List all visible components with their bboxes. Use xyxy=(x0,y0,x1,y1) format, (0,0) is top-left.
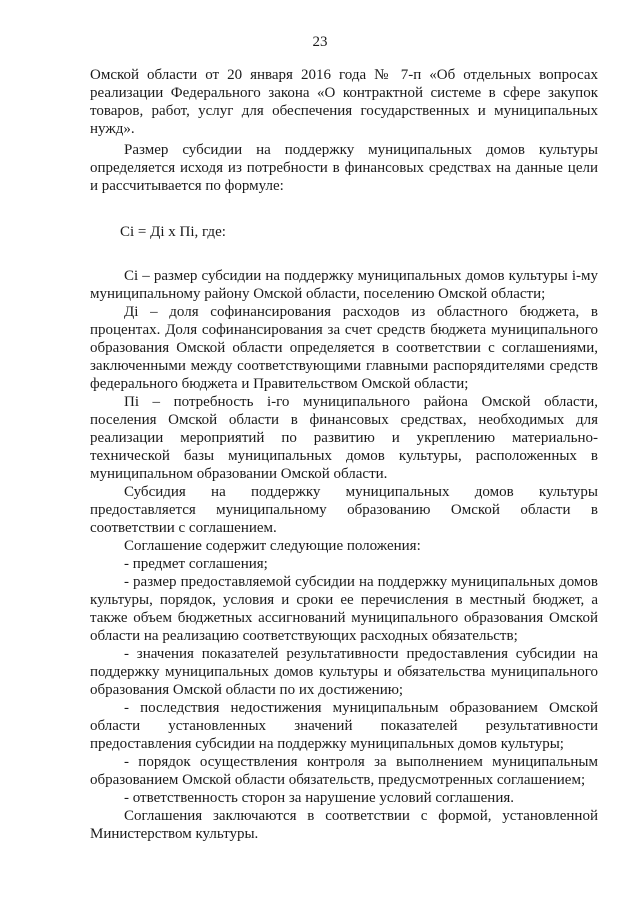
paragraph: Дi – доля софинансирования расходов из областного бюджета, в процентах. Доля софинансирования за счет средств бюджета муниципального образования Омской области определяется в соответствии с соглашениями, заключенными между соответствующими главными распорядителями средств федерального бюджета и Правительством Омской области; xyxy=(90,304,598,392)
paragraph: Субсидия на поддержку муниципальных домов культуры предоставляется муниципальному образованию Омской области в соответствии с соглашением. xyxy=(90,484,598,536)
paragraph: Сi – размер субсидии на поддержку муниципальных домов культуры i-му муниципальному району Омской области, поселению Омской области; xyxy=(90,268,598,302)
list-item: - предмет соглашения; xyxy=(124,556,268,572)
list-item: - размер предоставляемой субсидии на поддержку муниципальных домов культуры, порядок, условия и сроки ее перечисления в местный бюджет, а также объем бюджетных ассигнований муниципального образования Омской области на реализацию соответствующих расходных обязательств; xyxy=(90,574,598,644)
paragraph: Соглашения заключаются в соответствии с формой, установленной Министерством культуры. xyxy=(90,808,598,842)
list-item: - ответственность сторон за нарушение условий соглашения. xyxy=(124,790,515,806)
paragraph: Размер субсидии на поддержку муниципальных домов культуры определяется исходя из потребности в финансовых средствах на данные цели и рассчитывается по формуле: xyxy=(90,142,598,194)
paragraph: Пi – потребность i-го муниципального района Омской области, поселения Омской области в финансовых средствах, необходимых для реализации мероприятий по развитию и укреплению материально-технической базы муниципальных домов культуры, расположенных в муниципальном образовании Омской области. xyxy=(90,394,598,482)
list-item: - последствия недостижения муниципальным образованием Омской области установленных значений показателей результативности предоставления субсидии на поддержку муниципальных домов культуры; xyxy=(90,700,598,752)
paragraph: Омской области от 20 января 2016 года № 7-п «Об отдельных вопросах реализации Федерального закона «О контрактной системе в сфере закупок товаров, работ, услуг для обеспечения государственных и муниципальных нужд». xyxy=(90,67,598,137)
formula: Сi = Дi х Пi, где: xyxy=(120,224,226,240)
paragraph: Соглашение содержит следующие положения: xyxy=(124,538,421,554)
page-number: 23 xyxy=(312,34,328,50)
document-body xyxy=(90,66,598,843)
list-item: - значения показателей результативности предоставления субсидии на поддержку муниципальных домов культуры и обязательства муниципального образования Омской области по их достижению; xyxy=(90,646,598,698)
list-item: - порядок осуществления контроля за выполнением муниципальным образованием Омской области обязательств, предусмотренных соглашением; xyxy=(90,754,598,788)
